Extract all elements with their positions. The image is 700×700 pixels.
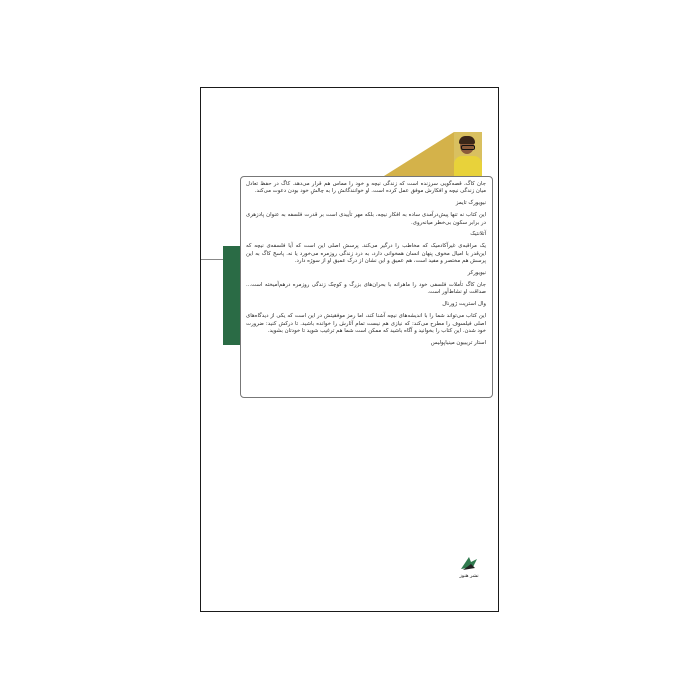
blurb-text: این کتاب می‌تواند شما را با اندیشه‌های نیچه آشنا کند، اما رمز موفقیتش در این است که یکی از دیدگاه‌های اصلی فیلسوف را مطرح می‌کند: که نیازی هم نیست تمام آثارش را خوانده باشید. تا درکش کنید: ضرورت خود شدن. این کتاب را بخوانید و آگاه باشید که ممکن است شما هم ترغیب شوید تا خودتان بشوید. bbox=[246, 313, 486, 335]
blurb-source: وال استریت ژورنال bbox=[442, 300, 486, 307]
blurbs-box bbox=[240, 176, 493, 398]
blurb-text: یک مراقبه‌ی غیرآکادمیک که مخاطب را درگیر می‌کند. پرسش اصلی این است که آیا فلسفه‌ی نیچه که این‌قدر با امیال مخوف پنهان انسان همخوانی دارد، به درد زندگی روزمره می‌خورد یا نه. پاسخ کاگ به این پرسش هم مختصر و مفید است، هم عمیق و این نشان از درک عمیق او از سوژه دارد. bbox=[246, 243, 486, 265]
divider-line bbox=[201, 259, 223, 260]
blurb-source: نیویورکر bbox=[467, 269, 486, 276]
green-accent-bar bbox=[223, 246, 240, 345]
blurb-source: استار تریبیون مینیاپولیس bbox=[430, 339, 486, 346]
blurb-text: جان کاگ، قصه‌گویی سرزنده است که زندگی نیچه و خود را مماس هم قرار می‌دهد. کاگ در حفظ تعادل میان زندگی نیچه و افکارش موفق عمل کرده است. او خوانندگانش را به چالشِ خود بودن دعوت می‌کند. bbox=[246, 181, 486, 195]
book-back-cover bbox=[200, 87, 499, 612]
publisher-name: نشر هنوز bbox=[459, 573, 479, 579]
blurb-source: نیویورک تایمز bbox=[455, 199, 486, 206]
publisher-bird-logo-icon bbox=[457, 553, 481, 573]
publisher-logo bbox=[457, 553, 481, 583]
blurb-text: جان کاگ تأملات فلسفی خود را ماهرانه با بحران‌های بزرگ و کوچک زندگی روزمره درهم‌آمیخته است... صداقت او نشاط‌آور است. bbox=[246, 282, 486, 296]
author-photo bbox=[454, 132, 482, 176]
gold-triangle-decoration bbox=[384, 132, 454, 176]
blurb-text: این کتاب نه تنها پیش‌درآمدی ساده به افکار نیچه، بلکه مهر تأییدی است بر قدرت فلسفه به عنوان پادزهری در برابر سکون بی‌خطر میانه‌روی. bbox=[246, 212, 486, 226]
blurb-source: آتلانتیک bbox=[470, 231, 486, 238]
